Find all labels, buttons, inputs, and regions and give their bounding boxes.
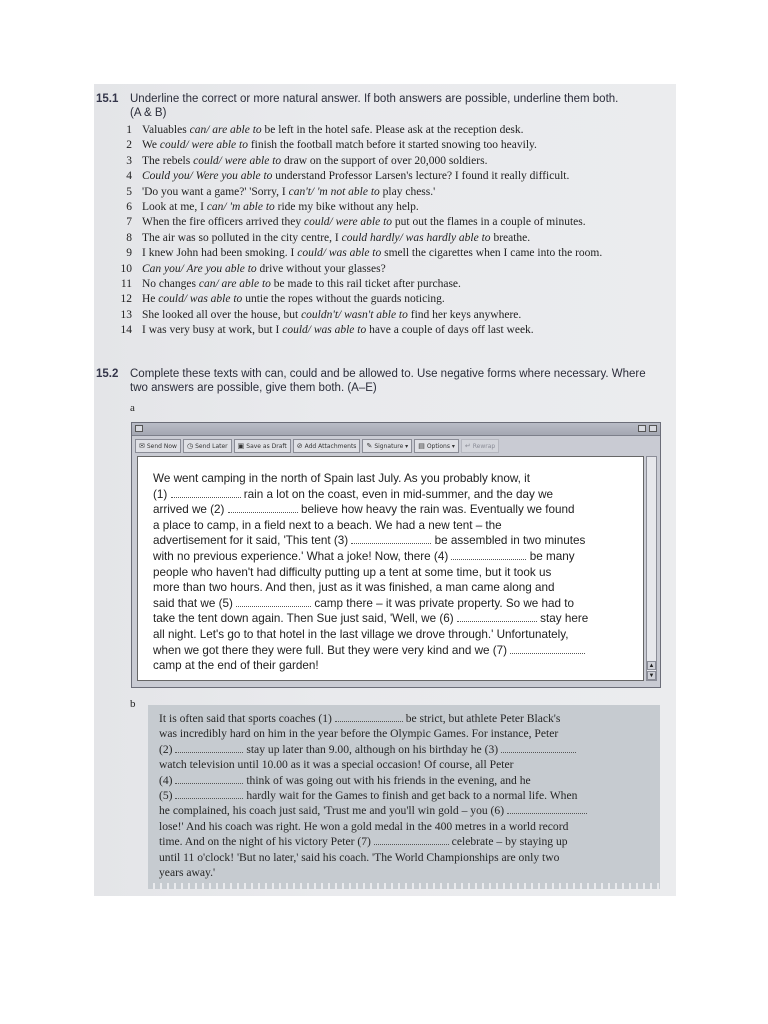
toolbar-button-clock[interactable]	[183, 439, 232, 453]
sentence-text: rain a lot on the coast, even in mid-summer, and the day we	[240, 487, 554, 501]
exercise-item	[110, 292, 670, 307]
pen-icon: ✎	[366, 442, 373, 450]
item-number: 9	[126, 247, 132, 260]
answer-options[interactable]: could/ were able to	[159, 139, 248, 152]
text-b-box	[148, 705, 660, 885]
answer-blank[interactable]	[236, 597, 311, 607]
part-b-label: b	[130, 698, 136, 710]
answer-options[interactable]: couldn't/ wasn't able to	[301, 308, 408, 321]
sentence-text: was incredibly hard on him in the year before the Olympic Games. For instance, Peter	[159, 727, 559, 741]
sentence-text: smell the cigarettes when I came into the room.	[381, 247, 603, 260]
clock-icon: ◷	[186, 442, 194, 450]
answer-blank[interactable]	[457, 612, 537, 622]
toolbar-button-save[interactable]	[234, 439, 291, 453]
answer-options[interactable]: could/ were able to	[304, 216, 393, 229]
sentence-text: draw on the support of over 20,000 soldiers.	[281, 154, 488, 167]
scroll-down-icon[interactable]: ▼	[648, 673, 655, 679]
sentence-text: a place to camp, in a field next to a beach. We had a new tent – the	[153, 518, 502, 532]
sentence-text: when we got there they were full. But they were very kind and we (7)	[153, 643, 511, 657]
text-b-line	[159, 757, 649, 772]
item-number: 14	[120, 324, 132, 337]
sentence-text: We	[142, 139, 160, 152]
sentence-text: people who haven't had difficulty putting up a tent at some time, but it took us	[153, 565, 552, 579]
item-number: 7	[126, 216, 132, 229]
sentence-text: The rebels	[142, 154, 194, 167]
email-line	[153, 549, 638, 565]
toolbar-button-send[interactable]	[135, 439, 181, 453]
window-resize-icon[interactable]	[638, 425, 646, 432]
sentence-text: No changes	[142, 278, 199, 291]
sentence-text: Look at me, I	[142, 201, 207, 214]
answer-options[interactable]: could/ were able to	[193, 154, 282, 167]
sentence-text: camp at the end of their garden!	[153, 659, 319, 673]
sentence-text: He	[142, 293, 159, 306]
exercise-item	[110, 323, 670, 338]
answer-options[interactable]: Could you/ Were you able to	[142, 170, 273, 183]
email-line	[153, 643, 638, 659]
exercise-15-1-items	[110, 123, 670, 339]
email-line	[153, 611, 638, 627]
answer-blank[interactable]	[175, 789, 243, 799]
sentence-text: She looked all over the house, but	[142, 308, 302, 321]
text-b-line	[159, 773, 649, 788]
sentence-text: take the tent down again. Then Sue just said, 'Well, we (6)	[153, 612, 457, 626]
exercise-reference: (A & B)	[130, 107, 167, 119]
scrollbar[interactable]	[646, 456, 657, 681]
exercise-item	[110, 123, 670, 138]
window-titlebar	[132, 423, 660, 436]
toolbar-button-label: Send Now	[146, 442, 177, 450]
email-toolbar	[135, 439, 655, 453]
answer-options[interactable]: could/ was able to	[297, 247, 382, 260]
sentence-text: hardly wait for the Games to finish and get back to a normal life. When	[243, 789, 578, 803]
sentence-text: stay up later than 9.00, although on his birthday he (3)	[243, 742, 502, 756]
toolbar-button-paperclip[interactable]	[293, 439, 361, 453]
answer-options[interactable]: could/ was able to	[158, 293, 243, 306]
answer-blank[interactable]	[501, 743, 576, 753]
sentence-text: stay here	[536, 612, 589, 626]
item-number: 2	[126, 139, 132, 152]
exercise-item	[110, 138, 670, 153]
sentence-text: It is often said that sports coaches (1)	[159, 712, 335, 725]
email-compose-window	[131, 422, 661, 688]
text-b-line	[159, 788, 649, 803]
sentence-text: When the fire officers arrived they	[142, 216, 304, 229]
exercise-number: 15.1	[96, 93, 119, 105]
sentence-text: lose!' And his coach was right. He won a gold medal in the 400 metres in a world record	[159, 819, 569, 833]
toolbar-button-label: Options ▾	[426, 442, 455, 450]
email-line	[153, 502, 638, 518]
sentence-text: (5)	[159, 789, 176, 803]
sentence-text: arrived we (2)	[153, 503, 228, 517]
answer-options[interactable]: Can you/ Are you able to	[142, 262, 257, 275]
sentence-text: camp there – it was private property. So we had to	[311, 596, 575, 610]
item-number: 6	[126, 201, 132, 214]
exercise-item	[110, 277, 670, 292]
sentence-text: Valuables	[142, 124, 190, 136]
answer-blank[interactable]	[351, 534, 431, 544]
email-line	[153, 533, 638, 549]
sentence-text: (2)	[159, 742, 176, 756]
text-b-line	[159, 850, 649, 865]
exercise-item	[110, 231, 670, 246]
sentence-text: put out the flames in a couple of minutes.	[392, 216, 586, 229]
exercise-item	[110, 215, 670, 230]
sentence-text: find her keys anywhere.	[407, 308, 522, 321]
sentence-text: 'Do you want a game?' 'Sorry, I	[142, 185, 289, 198]
sentence-text: play chess.'	[379, 185, 436, 198]
answer-blank[interactable]	[451, 550, 526, 560]
exercise-item	[110, 262, 670, 277]
answer-blank[interactable]	[228, 503, 298, 513]
exercise-number: 15.2	[96, 368, 119, 380]
item-number: 11	[120, 278, 132, 291]
item-number: 1	[126, 124, 132, 136]
sentence-text: We went camping in the north of Spain last July. As you probably know, it	[153, 472, 531, 485]
sentence-text: all night. Let's go to that hotel in the last village we drove through.' Unfortunately,	[153, 627, 569, 641]
toolbar-button-rewrap[interactable]	[461, 439, 499, 453]
window-menu-icon[interactable]	[135, 425, 143, 432]
answer-options[interactable]: could hardly/ was hardly able to	[341, 231, 491, 244]
text-b-line	[159, 711, 649, 726]
email-line	[153, 658, 638, 674]
torn-edge	[148, 883, 660, 889]
rewrap-icon: ↵	[464, 442, 471, 450]
email-line	[153, 596, 638, 612]
answer-blank[interactable]	[335, 712, 403, 722]
sentence-text: think of was going out with his friends in the evening, and he	[243, 773, 531, 787]
toolbar-button-pen[interactable]	[362, 439, 412, 453]
answer-options[interactable]: can't/ 'm not able to	[288, 185, 380, 198]
text-b-line	[159, 834, 649, 849]
toolbar-button-label: Add Attachments	[304, 442, 357, 450]
exercise-item	[110, 169, 670, 184]
text-b-line	[159, 865, 649, 880]
item-number: 12	[120, 293, 132, 306]
paperclip-icon: ⊘	[296, 442, 303, 450]
email-message-body[interactable]	[137, 456, 644, 681]
text-b-line	[159, 819, 649, 834]
scroll-up-icon[interactable]: ▲	[648, 663, 655, 669]
text-b-line	[159, 803, 649, 818]
email-line	[153, 518, 638, 534]
answer-blank[interactable]	[175, 743, 243, 753]
sentence-text: years away.'	[159, 866, 216, 880]
sentence-text: with no previous experience.' What a joke! Now, there (4)	[153, 549, 452, 563]
email-line	[153, 487, 638, 503]
toolbar-button-options[interactable]	[414, 439, 459, 453]
email-line	[153, 627, 638, 643]
sentence-text: untie the ropes without the guards noticing.	[242, 293, 445, 306]
part-a-label: a	[130, 402, 135, 414]
sentence-text: believe how heavy the rain was. Eventually we found	[297, 503, 575, 517]
item-number: 13	[120, 308, 132, 321]
item-number: 3	[126, 154, 132, 167]
answer-blank[interactable]	[374, 835, 449, 845]
answer-options[interactable]: can/ are able to	[189, 124, 262, 136]
exercise-instruction: Underline the correct or more natural answer. If both answers are possible, underline them both.	[130, 93, 619, 105]
answer-blank[interactable]	[175, 774, 243, 784]
options-icon: ▤	[418, 442, 425, 450]
sentence-text: said that we (5)	[153, 596, 237, 610]
save-icon: ▣	[237, 442, 245, 450]
sentence-text: ride my bike without any help.	[274, 201, 419, 214]
sentence-text: (1)	[153, 487, 171, 501]
sentence-text: drive without your glasses?	[256, 262, 386, 275]
exercise-instruction: Complete these texts with can, could and be allowed to. Use negative forms where necessary. Where two answers are possible, give them both. (A–E)	[130, 368, 646, 394]
sentence-text: be assembled in two minutes	[431, 534, 586, 548]
answer-options[interactable]: can/ 'm able to	[206, 201, 275, 214]
sentence-text: he complained, his coach just said, 'Trust me and you'll win gold – you (6)	[159, 804, 507, 818]
sentence-text: finish the football match before it started snowing too heavily.	[247, 139, 537, 152]
text-b	[159, 711, 649, 880]
answer-options[interactable]: could/ was able to	[282, 324, 367, 337]
answer-blank[interactable]	[507, 804, 587, 814]
sentence-text: understand Professor Larsen's lecture? I found it really difficult.	[272, 170, 570, 183]
sentence-text: have a couple of days off last week.	[366, 324, 534, 337]
sentence-text: celebrate – by staying up	[448, 835, 568, 849]
exercise-item	[110, 200, 670, 215]
sentence-text: The air was so polluted in the city centre, I	[142, 231, 342, 244]
email-text	[153, 471, 638, 674]
answer-blank[interactable]	[171, 488, 241, 498]
answer-options[interactable]: can/ are able to	[198, 278, 271, 291]
email-line	[153, 580, 638, 596]
sentence-text: advertisement for it said, 'This tent (3)	[153, 534, 352, 548]
toolbar-button-label: Rewrap	[472, 442, 496, 450]
sentence-text: breathe.	[490, 231, 531, 244]
text-b-line	[159, 726, 649, 741]
email-line	[153, 565, 638, 581]
exercise-item	[110, 308, 670, 323]
sentence-text: until 11 o'clock! 'But no later,' said his coach. 'The World Championships are only two	[159, 850, 560, 864]
sentence-text: time. And on the night of his victory Peter (7)	[159, 835, 374, 849]
email-line	[153, 471, 638, 487]
sentence-text: more than two hours. And then, just as it was finished, a man came along and	[153, 581, 555, 595]
toolbar-button-label: Send Later	[195, 442, 228, 450]
answer-blank[interactable]	[510, 644, 585, 654]
item-number: 10	[120, 262, 132, 275]
toolbar-button-label: Signature ▾	[374, 442, 409, 450]
sentence-text: I knew John had been smoking. I	[142, 247, 298, 260]
item-number: 8	[126, 231, 132, 244]
sentence-text: be strict, but athlete Peter Black's	[402, 712, 561, 725]
send-icon: ✉	[139, 442, 145, 450]
sentence-text: watch television until 10.00 as it was a special occasion! Of course, all Peter	[159, 758, 514, 772]
sentence-text: be made to this rail ticket after purchase.	[270, 278, 461, 291]
item-number: 4	[126, 170, 132, 183]
text-b-line	[159, 742, 649, 757]
toolbar-button-label: Save as Draft	[246, 442, 287, 450]
sentence-text: I was very busy at work, but I	[142, 324, 283, 337]
sentence-text: be many	[526, 549, 575, 563]
exercise-item	[110, 246, 670, 261]
item-number: 5	[126, 185, 132, 198]
exercise-item	[110, 154, 670, 169]
sentence-text: be left in the hotel safe. Please ask at the reception desk.	[261, 124, 524, 136]
sentence-text: (4)	[159, 773, 176, 787]
exercise-item	[110, 185, 670, 200]
window-zoom-icon[interactable]	[649, 425, 657, 432]
